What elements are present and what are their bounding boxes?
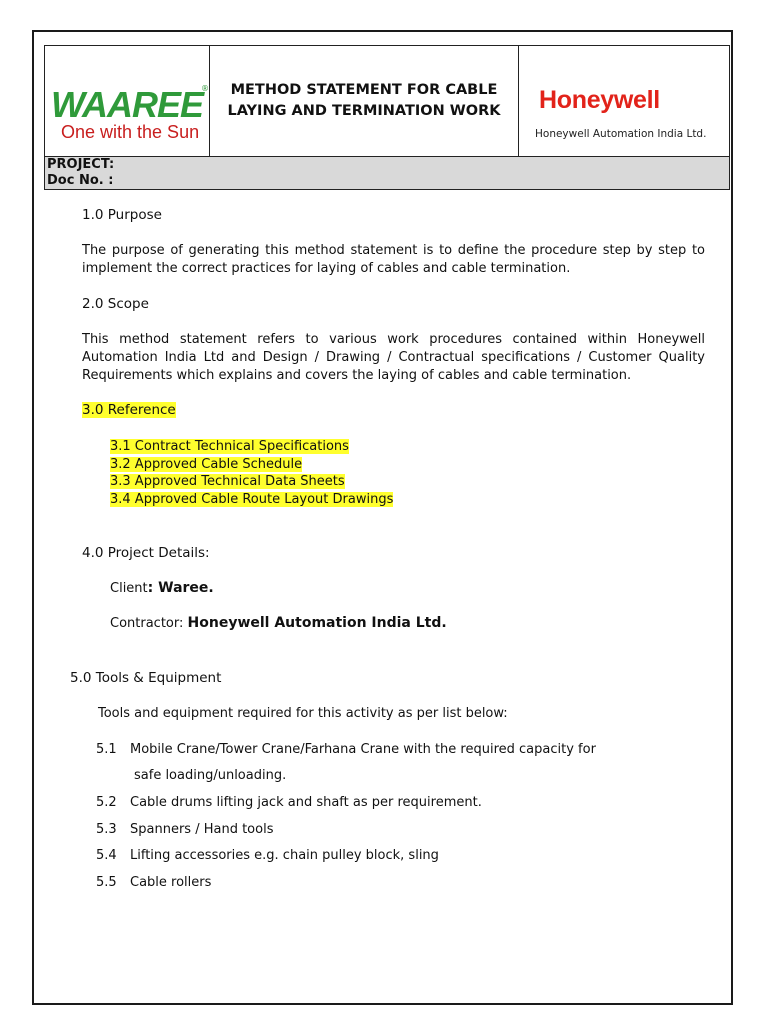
tool-item-text: Mobile Crane/Tower Crane/Farhana Crane with the required capacity for [130,742,596,757]
scope-text: This method statement refers to various work procedures contained within Honeywell Automation India Ltd and Design / Drawing / Contractual specifications / Customer Quality Requirements which explains and covers the laying of cables and cable termination. [82,332,705,383]
tool-item-text: Cable drums lifting jack and shaft as per requirement. [130,795,482,810]
project-info-bar [44,157,730,190]
contractor-value: Honeywell Automation India Ltd. [187,615,447,631]
tool-item-number: 5.4 [96,848,117,863]
waaree-logo [51,80,209,152]
reference-item: 3.1 Contract Technical Specifications [110,439,349,454]
tool-item-number: 5.1 [96,742,117,757]
tool-item [96,848,439,863]
honeywell-logo-cell [519,46,729,156]
doc-no-label: Doc No. : [47,173,114,188]
honeywell-subtitle: Honeywell Automation India Ltd. [535,128,707,140]
reference-item: 3.3 Approved Technical Data Sheets [110,474,345,489]
waaree-registered-mark: ® [201,84,209,93]
scope-heading: 2.0 Scope [82,296,149,312]
reference-item: 3.2 Approved Cable Schedule [110,456,303,472]
tool-item-number: 5.5 [96,875,117,890]
tool-item [96,795,482,810]
purpose-heading: 1.0 Purpose [82,207,162,223]
waaree-logo-cell [45,46,210,156]
contractor-line [110,615,447,631]
contractor-label: Contractor: [110,616,188,631]
project-details-heading: 4.0 Project Details: [82,545,210,561]
tools-heading: 5.0 Tools & Equipment [70,670,222,686]
tool-item-text: Cable rollers [130,875,212,890]
client-separator: : [147,580,159,596]
tool-item [96,742,596,757]
reference-list [110,438,393,508]
tool-item-number: 5.2 [96,795,117,810]
reference-heading: 3.0 Reference [82,402,176,418]
reference-item: 3.4 Approved Cable Route Layout Drawings [110,491,394,507]
tool-item-text: Spanners / Hand tools [130,822,274,837]
client-line [110,580,214,596]
document-header [44,45,730,157]
tool-item [96,875,211,890]
client-value: Waree. [158,580,214,596]
document-title [210,46,519,156]
tool-item-number: 5.3 [96,822,117,837]
tool-item-continuation: safe loading/unloading. [134,768,287,783]
title-line-2: LAYING AND TERMINATION WORK [227,103,501,119]
honeywell-logo: Honeywell [539,86,660,114]
waaree-brand-text: WAAREE [51,84,204,125]
title-line-1: METHOD STATEMENT FOR CABLE [230,82,498,98]
purpose-text: The purpose of generating this method statement is to define the procedure step by step to implement the correct practices for laying of cables and cable termination. [82,243,705,276]
client-label: Client [110,581,148,596]
waaree-tagline: One with the Sun [61,122,200,142]
tool-item-text: Lifting accessories e.g. chain pulley block, sling [130,848,439,863]
tools-intro: Tools and equipment required for this activity as per list below: [98,706,508,721]
tool-item [96,822,273,837]
project-label: PROJECT: [47,157,115,172]
